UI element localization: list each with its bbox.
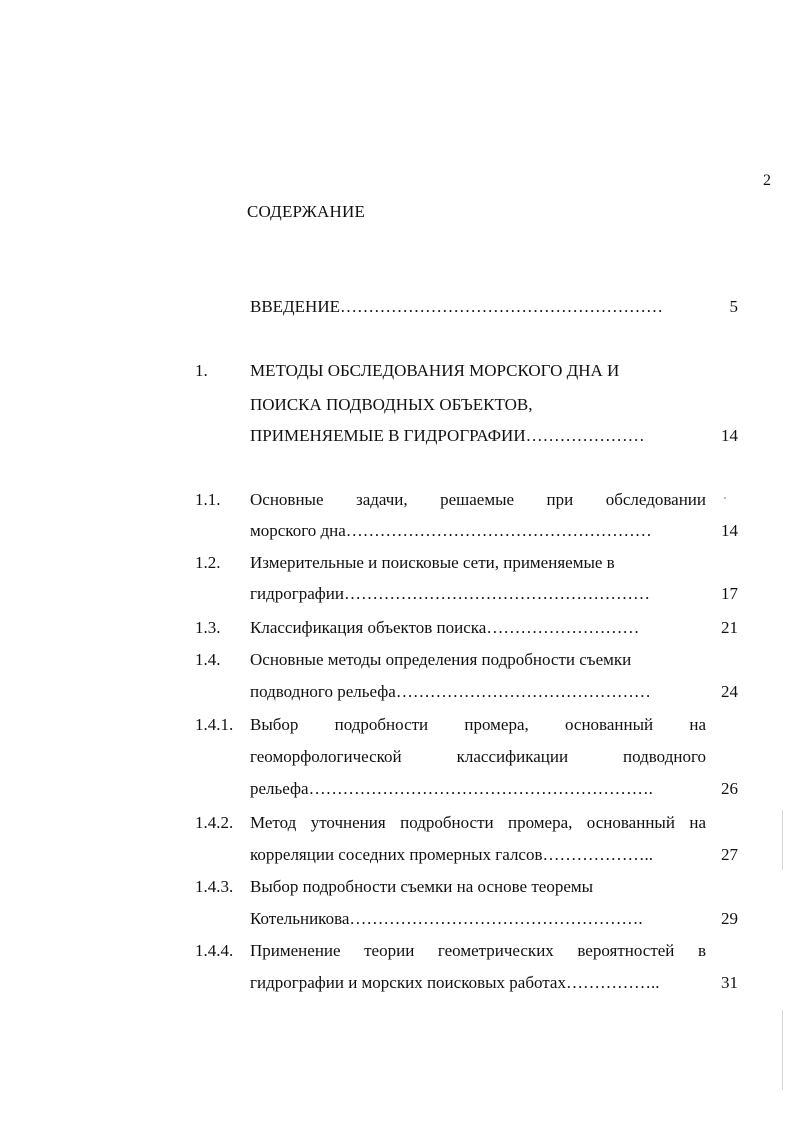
toc-entry-text: МЕТОДЫ ОБСЛЕДОВАНИЯ МОРСКОГО ДНА И: [250, 361, 620, 380]
toc-section-number: 1.4.3.: [195, 877, 234, 896]
toc-section-number: 1.4.1.: [195, 715, 234, 734]
scan-edge-mark: [782, 1010, 783, 1090]
page-title: СОДЕРЖАНИЕ: [247, 202, 366, 221]
toc-entry-text: Классификация объектов поиска………………………: [250, 618, 640, 637]
toc-entry-text: корреляции соседних промерных галсов………………..: [250, 845, 653, 864]
scan-speck: [724, 497, 726, 499]
toc-page-number: 27: [721, 845, 738, 864]
toc-page-number: 31: [721, 973, 738, 992]
toc-entry-text: ВВЕДЕНИЕ…………………………………………………: [250, 297, 663, 316]
toc-entry-text: подводного рельефа………………………………………: [250, 682, 651, 701]
toc-section-number: 1.4.2.: [195, 813, 234, 832]
toc-page-number: 21: [721, 618, 738, 637]
toc-entry-text: Основные задачи, решаемые при обследовании: [250, 490, 706, 509]
toc-section-number: 1.4.4.: [195, 941, 234, 960]
toc-entry-text: геоморфологической классификации подводного: [250, 747, 706, 766]
toc-section-number: 1.3.: [195, 618, 221, 637]
toc-section-number: 1.4.: [195, 650, 221, 669]
toc-entry-text: рельефа…………………………………………………….: [250, 779, 653, 798]
toc-page-number: 17: [721, 584, 738, 603]
toc-section-number: 1.2.: [195, 553, 221, 572]
toc-page-number: 24: [721, 682, 738, 701]
toc-page-number: 14: [721, 426, 738, 445]
toc-page-number: 5: [729, 297, 738, 316]
toc-page-number: 14: [721, 521, 738, 540]
page-number: 2: [763, 172, 771, 189]
toc-entry-text: ПОИСКА ПОДВОДНЫХ ОБЪЕКТОВ,: [250, 395, 533, 414]
toc-page-number: 26: [721, 779, 738, 798]
toc-page-number: 29: [721, 909, 738, 928]
toc-entry-text: ПРИМЕНЯЕМЫЕ В ГИДРОГРАФИИ…………………: [250, 426, 645, 445]
toc-entry-text: Выбор подробности съемки на основе теоремы: [250, 877, 594, 896]
scan-edge-mark: [782, 810, 783, 870]
toc-entry-text: Метод уточнения подробности промера, основанный на: [250, 813, 706, 832]
toc-entry-text: гидрографии………………………………………………: [250, 584, 650, 603]
toc-section-number: 1.: [195, 361, 208, 380]
toc-entry-text: морского дна………………………………………………: [250, 521, 652, 540]
toc-entry-text: Применение теории геометрических вероятностей в: [250, 941, 706, 960]
toc-section-number: 1.1.: [195, 490, 221, 509]
toc-entry-text: Выбор подробности промера, основанный на: [250, 715, 706, 734]
toc-entry-text: гидрографии и морских поисковых работах……………..: [250, 973, 660, 992]
toc-entry-text: Измерительные и поисковые сети, применяемые в: [250, 553, 615, 572]
toc-entry-text: Котельникова…………………………………………….: [250, 909, 643, 928]
toc-entry-text: Основные методы определения подробности съемки: [250, 650, 632, 669]
